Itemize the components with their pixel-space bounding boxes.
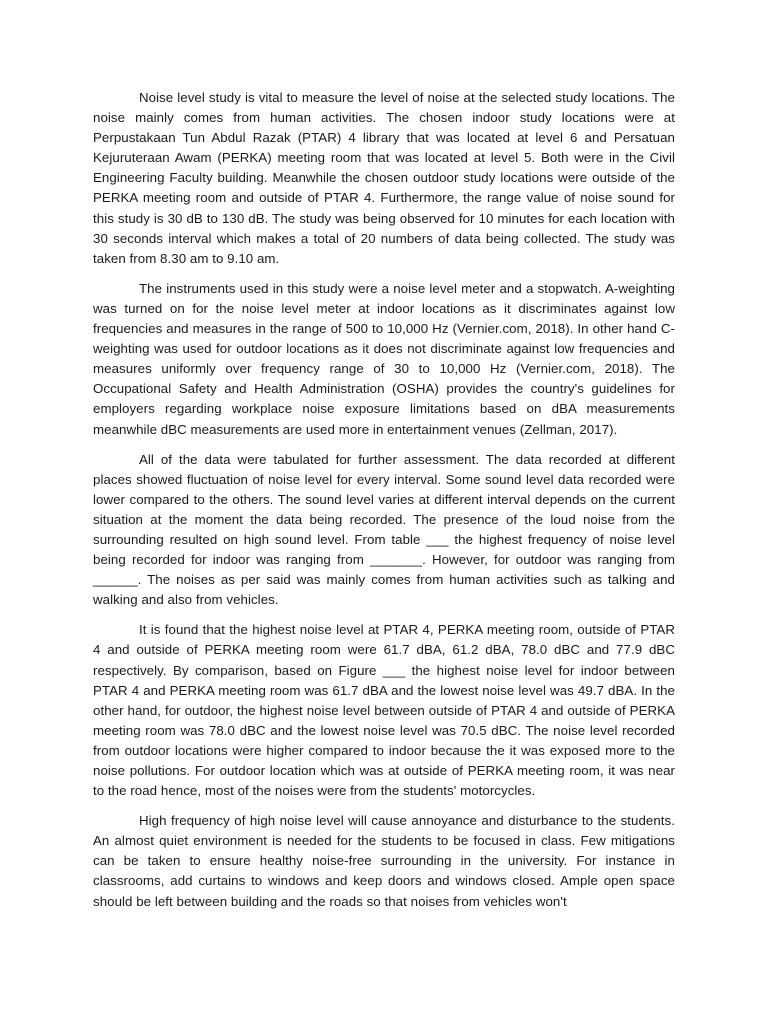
paragraph-study-locations: Noise level study is vital to measure the level of noise at the selected study locations. The noise mainly comes from human activities. The chosen indoor study locations were at Perpustakaan Tun Abdul Razak (PTAR) 4 library that was located at level 6 and Persatuan Kejuruteraan Awam (PERKA) meeting room that was located at level 5. Both were in the Civil Engineering Faculty building. Meanwhile the chosen outdoor study locations were outside of the PERKA meeting room and outside of PTAR 4. Furthermore, the range value of noise sound for this study is 30 dB to 130 dB. The study was being observed for 10 minutes for each location with 30 seconds interval which makes a total of 20 numbers of data being collected. The study was taken from 8.30 am to 9.10 am. <box>93 90 675 266</box>
paragraph-instruments: The instruments used in this study were a noise level meter and a stopwatch. A-weighting was turned on for the noise level meter at indoor locations as it discriminates against low frequencies and measures in the range of 500 to 10,000 Hz (Vernier.com, 2018). In other hand C-weighting was used for outdoor locations as it does not discriminate against low frequencies and measures uniformly over frequency range of 30 to 10,000 Hz (Vernier.com, 2018). The Occupational Safety and Health Administration (OSHA) provides the country's guidelines for employers regarding workplace noise exposure limitations based on dBA measurements meanwhile dBC measurements are used more in entertainment venues (Zellman, 2017). <box>93 280 675 437</box>
paragraph-data-tabulation: All of the data were tabulated for further assessment. The data recorded at different places showed fluctuation of noise level for every interval. Some sound level data recorded were lower compared to the others. The sound level varies at different interval depends on the current situation at the moment the data being recorded. The presence of the loud noise from the surrounding resulted on high sound level. From table ___ the highest frequency of noise level being recorded for indoor was ranging from _______. However, for outdoor was ranging from ______. The noises as per said was mainly comes from human activities such as talking and walking and also from vehicles. <box>93 451 675 608</box>
paragraph-mitigation: High frequency of high noise level will cause annoyance and disturbance to the students. An almost quiet environment is needed for the students to be focused in class. Few mitigations can be taken to ensure healthy noise-free surrounding in the university. For instance in classrooms, add curtains to windows and keep doors and windows closed. Ample open space should be left between building and the roads so that noises from vehicles won't <box>93 813 675 909</box>
paragraph-noise-findings: It is found that the highest noise level at PTAR 4, PERKA meeting room, outside of PTAR 4 and outside of PERKA meeting room were 61.7 dBA, 61.2 dBA, 78.0 dBC and 77.9 dBC respectively. By comparison, based on Figure ___ the highest noise level for indoor between PTAR 4 and PERKA meeting room was 61.7 dBA and the lowest noise level was 49.7 dBA. In the other hand, for outdoor, the highest noise level between outside of PTAR 4 and outside of PERKA meeting room was 78.0 dBC and the lowest noise level was 70.5 dBC. The noise level recorded from outdoor locations were higher compared to indoor because the it was exposed more to the noise pollutions. For outdoor location which was at outside of PERKA meeting room, it was near to the road hence, most of the noises were from the students' motorcycles. <box>93 622 675 799</box>
body-text <box>93 88 675 922</box>
